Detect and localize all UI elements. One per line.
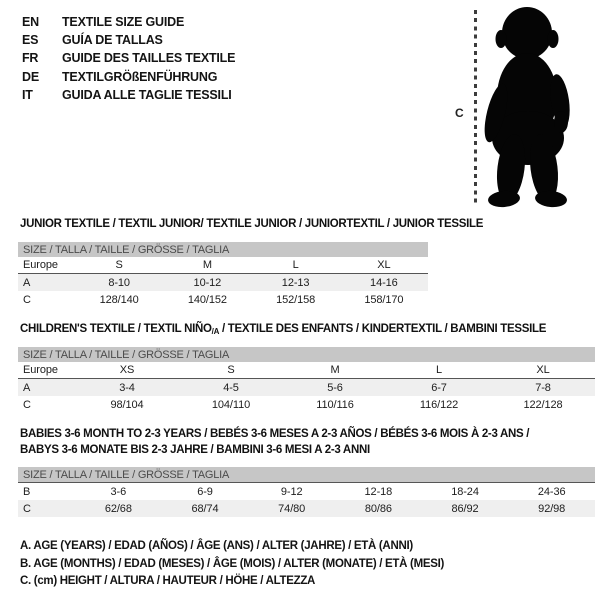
table-row [18, 500, 595, 517]
title-text: / TEXTILE DES ENFANTS / KINDERTEXTIL / BAMBINI TESSILE [219, 323, 547, 335]
value-cell: 80/86 [364, 502, 392, 515]
value-cell: 62/68 [104, 502, 132, 515]
babies-table-title [20, 426, 529, 458]
row-label: C [23, 502, 31, 515]
table-row [18, 379, 595, 396]
language-code: IT [22, 87, 33, 102]
size-cell: XL [536, 364, 550, 376]
language-row [22, 86, 235, 104]
value-cell: 68/74 [191, 502, 219, 515]
size-header-bar: SIZE / TALLA / TAILLE / GRÖSSE / TAGLIA [18, 467, 595, 483]
value-cell: 4-5 [223, 381, 239, 394]
value-cell: 24-36 [537, 485, 566, 498]
value-cell: 3-6 [110, 485, 127, 498]
language-code: ES [22, 33, 39, 48]
value-cell: 98/104 [110, 398, 144, 411]
title-line-2: BABYS 3-6 MONATE BIS 2-3 JAHRE / BAMBINI 3-6 MESI A 2-3 ANNI [20, 444, 370, 456]
value-cell: 12-18 [364, 485, 393, 498]
value-cell: 14-16 [370, 276, 398, 289]
row-label: C [23, 293, 31, 306]
value-cell: 12-13 [281, 276, 310, 289]
row-label: C [23, 398, 31, 411]
size-cell: XS [119, 364, 135, 376]
footnote-c: C. (cm) HEIGHT / ALTURA / HAUTEUR / HÖHE / ALTEZZA [20, 575, 316, 587]
language-code: EN [22, 15, 39, 29]
junior-table-title: JUNIOR TEXTILE / TEXTIL JUNIOR/ TEXTILE JUNIOR / JUNIORTEXTIL / JUNIOR TESSILE [20, 218, 484, 230]
language-title: GUIDA ALLE TAGLIE TESSILI [62, 87, 232, 102]
size-header-bar: SIZE / TALLA / TAILLE / GRÖSSE / TAGLIA [18, 242, 428, 257]
value-cell: 6-7 [431, 381, 447, 394]
value-cell: 110/116 [316, 398, 354, 411]
height-measure-label: C [455, 106, 464, 120]
language-row [22, 13, 235, 31]
value-cell: 6-9 [197, 485, 213, 498]
value-cell: 86/92 [451, 502, 479, 515]
table-row [18, 396, 595, 413]
toddler-silhouette [482, 5, 574, 209]
title-subscript: /A [211, 327, 220, 336]
value-cell: 10-12 [193, 276, 222, 289]
language-header [22, 13, 235, 104]
size-cell: S [115, 259, 123, 271]
value-cell: 8-10 [108, 276, 130, 289]
value-cell: 74/80 [278, 502, 306, 515]
table-row [18, 274, 428, 291]
row-label: A [23, 381, 31, 394]
babies-table [18, 467, 595, 517]
value-cell: 158/170 [364, 293, 404, 306]
title-line-1: BABIES 3-6 MONTH TO 2-3 YEARS / BEBÉS 3-6 MESES A 2-3 AÑOS / BÉBÉS 3-6 MOIS À 2-3 ANS / [20, 428, 530, 440]
value-cell: 7-8 [535, 381, 551, 394]
language-title: GUÍA DE TALLAS [62, 33, 163, 48]
size-cell: XL [377, 259, 391, 271]
language-code: FR [22, 51, 39, 66]
junior-table [18, 242, 428, 308]
region-label: Europe [23, 364, 58, 376]
value-cell: 5-6 [327, 381, 343, 394]
value-cell: 92/98 [538, 502, 566, 515]
table-row [18, 483, 595, 500]
title-text: CHILDREN'S TEXTILE / TEXTIL NIÑO [20, 323, 212, 335]
value-cell: 152/158 [276, 293, 316, 306]
table-row [18, 291, 428, 308]
value-cell: 128/140 [99, 293, 139, 306]
value-cell: 18-24 [451, 485, 479, 498]
language-title: TEXTILGRÖßENFÜHRUNG [62, 69, 218, 84]
language-row [22, 31, 235, 49]
size-cell: L [435, 364, 443, 376]
value-cell: 104/110 [211, 398, 251, 411]
table-header-row [18, 362, 595, 379]
value-cell: 122/128 [523, 398, 563, 411]
language-title: TEXTILE SIZE GUIDE [62, 15, 185, 29]
row-label: A [23, 276, 31, 289]
size-cell: L [292, 259, 299, 271]
children-table-title [20, 321, 546, 340]
value-cell: 3-4 [119, 381, 135, 394]
footnote-a: A. AGE (YEARS) / EDAD (AÑOS) / ÂGE (ANS) / ALTER (JAHRE) / ETÀ (ANNI) [20, 540, 413, 552]
value-cell: 140/152 [187, 293, 227, 306]
value-cell: 9-12 [280, 485, 303, 498]
size-cell: S [227, 364, 235, 376]
value-cell: 116/122 [419, 398, 459, 411]
size-cell: M [330, 364, 340, 376]
size-cell: M [202, 259, 212, 271]
row-label: B [23, 485, 31, 498]
language-code: DE [22, 69, 39, 84]
height-measure-dashed-line [474, 10, 477, 207]
children-table [18, 347, 595, 413]
size-header-bar: SIZE / TALLA / TAILLE / GRÖSSE / TAGLIA [18, 347, 595, 362]
language-row [22, 49, 235, 67]
footnotes [20, 538, 444, 591]
language-row [22, 68, 235, 86]
table-header-row [18, 257, 428, 274]
language-title: GUIDE DES TAILLES TEXTILE [62, 51, 236, 66]
region-label: Europe [23, 259, 58, 271]
footnote-b: B. AGE (MONTHS) / EDAD (MESES) / ÂGE (MOIS) / ALTER (MONATE) / ETÀ (MESI) [20, 557, 445, 570]
